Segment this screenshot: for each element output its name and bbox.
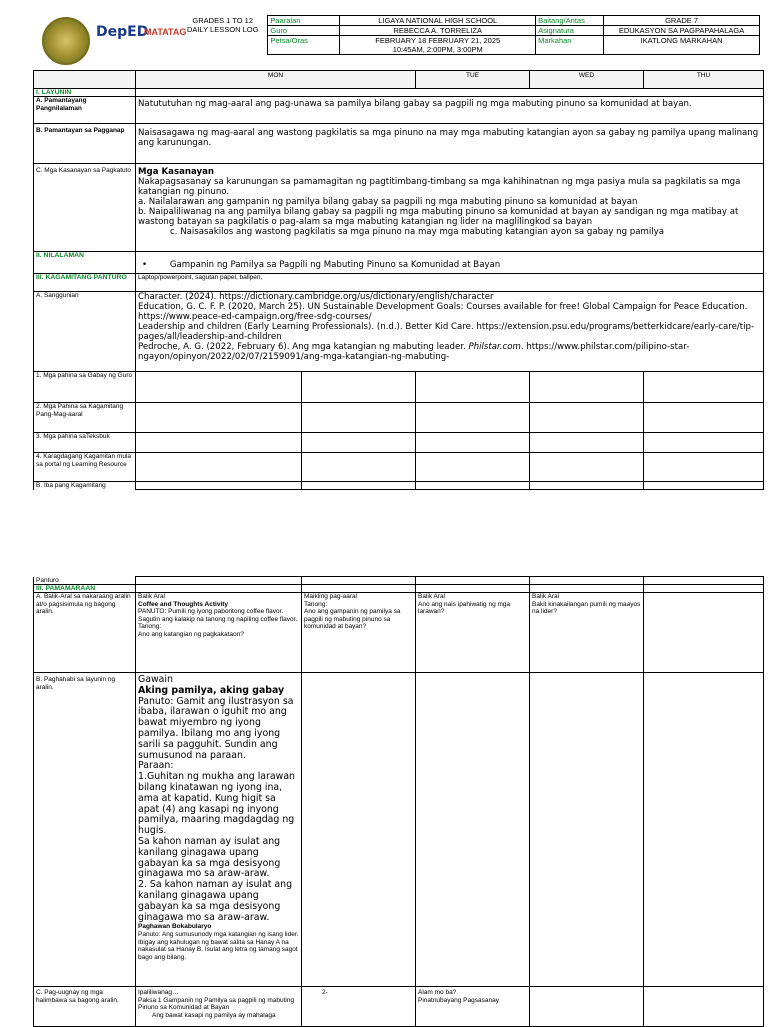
mon-a-2: Coffee and Thoughts Activity — [138, 600, 229, 608]
layunin-empty — [136, 89, 764, 97]
pag-uugnay-wed — [416, 987, 530, 1027]
mon-b-3: Panuto: Gamit ang ilustrasyon sa ibaba, ilarawan o iguhit mo ang bawat miyembro ng iyong pamilya. Ibilang mo ang iyong sarili sa pagguhit. Sundin ang sumusunod na paraan. — [138, 695, 294, 761]
date-line-2: 10:45AM, 2:00PM, 3:00PM — [392, 45, 483, 54]
date-label: Petsa/Oras — [268, 36, 340, 55]
section-pamamaraan: III. PAMAMARAAN — [34, 585, 136, 593]
kasanayan-intro: Nakapagsasanay sa karunungan sa pamamagitan ng pagtitimbang-timbang sa mga kahihinatnan ng mga pasiya mula sa pagkilatis sa mga katangian ng pinuno. — [138, 177, 741, 197]
grade-value: GRADE 7 — [604, 16, 760, 26]
quarter-value: IKATLONG MARKAHAN — [604, 36, 760, 55]
reference-4c: . https://www.philstar.com/pilipino-star-ngayon/opinyon/2022/02/07/2159091/ang-mga-katangian-ng-mabuting- — [138, 342, 690, 362]
reference-1: Character. (2024). https://dictionary.cambridge.org/us/dictionary/english/character — [138, 292, 494, 302]
day-header-wed: WED — [530, 71, 644, 89]
kasanayan-b: b. Naipaliliwanag na ang pamilya bilang gabay sa pagpili ng mga mabuting pinuno sa komunidad at bayan ay sandigan ng mga matibay at wastong batayan sa pagkilatis o pag-alam sa mga mabuting katangian ng lider na maglilingkod sa bayan — [138, 207, 739, 227]
mon-b-8: Paghawan Bokabularyo — [138, 923, 212, 931]
school-seal — [38, 15, 92, 65]
mon-b-1: Gawain — [138, 674, 173, 686]
balik-aral-mon — [136, 593, 302, 673]
tue-a-2: Tanong: — [304, 600, 328, 608]
reference-4b: Philstar.com — [468, 342, 521, 352]
matatag-logo: MATATAG — [144, 27, 187, 37]
row-label-iba-pang: B. Iba pang Kagamitang — [34, 482, 136, 490]
date-line-1: FEBRUARY 18 FEBRUARY 21, 2025 — [375, 36, 501, 45]
thu-a-1: Balik Aral — [532, 593, 560, 601]
grade-range: GRADES 1 TO 12 — [192, 15, 253, 25]
mon-b-2: Aking pamilya, aking gabay — [138, 684, 285, 696]
nilalaman-text: Gampanin ng Pamilya sa Pagpili ng Mabuting Pinuno sa Komunidad at Bayan — [169, 260, 501, 270]
day-header-mon: MON — [136, 71, 416, 89]
pagganap-text: Naisasagawa ng mag-aaral ang wastong pagkilatis sa mga pinuno na may mga mabuting katangian ayon sa gabay ng pamilya upang malinang ang karunungan. — [136, 124, 764, 164]
reference-4a: Pedroche, A. G. (2022, February 6). Ang mga katangian ng mabuting leader. — [138, 342, 469, 352]
mon-a-5: Ano ang katangian ng pagkakataon? — [138, 631, 244, 639]
balik-aral-fri — [644, 593, 764, 673]
lesson-table-continued — [33, 576, 764, 1027]
row-label-teksbuk: 3. Mga pahina saTeksbuk — [34, 433, 136, 453]
mon-a-3: PANUTO: Pumili ng iyong paboritong coffee flavor. Sagutin ang kalakip na tanong ng napiling coffee flavor. — [138, 608, 298, 623]
mon-c-3: Ang bawat kasapi ng pamilya ay mahalaga — [152, 1011, 276, 1019]
row-label-pagganap: B. Pamantayan sa Pagganap — [34, 124, 136, 164]
kagamitang-text: Laptop/powerpoint, sagutan papel, ballpen, — [136, 274, 764, 292]
row-label-balik-aral: A. Balik-Aral sa nakaraang aralin at/o pagsisimula ng bagong aralin. — [34, 593, 136, 673]
pag-uugnay-tue: 2- — [302, 987, 416, 1027]
mon-a-4: Tanong: — [138, 623, 162, 631]
kasanayan-cell — [136, 164, 764, 252]
quarter-label: Markahan — [536, 36, 604, 55]
reference-4 — [138, 342, 761, 362]
row-label-gabay-guro: 1. Mga pahina sa Gabay ng Guro — [34, 372, 136, 403]
balik-aral-tue — [302, 593, 416, 673]
row-label-paghahabi: B. Paghahabi sa layunin ng aralin. — [34, 673, 136, 987]
nilalaman-cell — [136, 252, 764, 274]
teacher-label: Guro — [268, 26, 340, 36]
sanggunian-cell — [136, 292, 764, 372]
section-layunin: I. LAYUNIN — [34, 89, 136, 97]
mon-b-6: Sa kahon naman ay isulat ang kanilang ginagawa upang gabayan ka sa mga desisyong ginagawa mo sa araw-araw. — [138, 836, 281, 880]
teacher-name: REBECCA A. TORRELIZA — [340, 26, 536, 36]
pangnilalaman-text: Natututuhan ng mag-aaral ang pag-unawa sa pamilya bilang gabay sa pagpili ng mga mabuting pinuno sa komunidad at bayan. — [136, 97, 764, 124]
mon-b-4: Paraan: — [138, 760, 174, 772]
deped-logo: DepED — [96, 24, 149, 40]
row-label-pag-uugnay: C. Pag-uugnay ng mga halimbawa sa bagong aralin. — [34, 987, 136, 1027]
section-nilalaman: II. NILALAMAN — [34, 252, 136, 274]
kasanayan-title: Mga Kasanayan — [138, 167, 215, 177]
day-header-thu: THU — [644, 71, 764, 89]
row-label-panturo: Panturo — [34, 577, 136, 585]
mon-c-2: Paksa 1 Gampanin ng Pamilya sa pagpili ng mabuting Pinuno sa Komunidad at Bayan — [138, 996, 295, 1012]
grade-range-cell — [178, 16, 268, 55]
mon-b-7: 2. Sa kahon naman ay isulat ang kanilang ginagawa upang gabayan ka sa mga desisyong ginagawa mo sa araw-araw. — [138, 879, 293, 923]
row-label-sanggunian: A. Sanggunian — [34, 292, 136, 372]
reference-3: Leadership and children (Early Learning Professionals). (n.d.). Better Kid Care. https://extension.psu.edu/programs/betterkidcare/early-care/tip-pages/all/leadership-and-children — [138, 322, 755, 342]
wed-c-2: Pinatnubayang Pagsasanay — [418, 996, 499, 1004]
mon-c-1: Ipaliliwanag… — [138, 989, 179, 997]
day-header-tue: TUE — [416, 71, 530, 89]
row-label-pang-mag-aaral: 2. Mga Pahina sa Kagamitang Pang-Mag-aaral — [34, 403, 136, 433]
tue-a-1: Maikling pag-aaral — [304, 593, 358, 601]
balik-aral-wed — [416, 593, 530, 673]
kasanayan-c: c. Naisasakilos ang wastong pagkilatis sa mga pinuno na may mga mabuting katangian ayon sa gabay ng pamilya — [170, 227, 665, 237]
mon-a-1: Balik Aral — [138, 593, 166, 601]
wed-a-2: Ano ang nais ipahiwatig ng mga larawan? — [418, 600, 511, 616]
tue-a-3: Ano ang gampanin ng pamilya sa pagpili ng mabuting pinuno sa komunidad at bayan? — [304, 608, 401, 631]
mon-b-5: 1.Guhitan ng mukha ang larawan bilang kinatawan ng iyong ina, ama at kapatid. Kung higit sa apat (4) ang kasapi ng inyong pamilya, maaring magdagdag ng hugis. — [138, 771, 296, 837]
row-label-karagdagang: 4. Karagdagang Kagamitan mula sa portal ng Learning Resource — [34, 453, 136, 482]
nilalaman-bullet: • — [142, 260, 148, 270]
subject-label: Asignatura — [536, 26, 604, 36]
log-type: DAILY LESSON LOG — [186, 24, 259, 34]
corner-cell — [34, 71, 136, 89]
thu-a-2: Bakit kinakailangan pumili ng maayos na lider? — [532, 600, 641, 616]
header-table — [178, 15, 760, 55]
date-value — [340, 36, 536, 55]
subject-value: EDUKASYON SA PAGPAPAHALAGA — [604, 26, 760, 36]
balik-aral-thu — [530, 593, 644, 673]
section-kagamitang: III. KAGAMITANG PANTURO — [34, 274, 136, 292]
grade-label: Baitang/Antas — [536, 16, 604, 26]
wed-a-1: Balik Aral — [418, 593, 446, 601]
pag-uugnay-mon — [136, 987, 302, 1027]
row-label-kasanayan: C. Mga Kasanayan sa Pagkatuto — [34, 164, 136, 252]
row-label-pangnilalaman: A. Pamantayang Pangnilalaman — [34, 97, 136, 124]
seal-icon — [42, 17, 90, 65]
wed-c-1: Alam mo ba? — [418, 989, 457, 997]
reference-2: Education, G. C. F. P. (2020, March 25). UN Sustainable Development Goals: Courses available for free! Global Campaign for Peace Education. https://www.peace-ed-campaign.org/free-sdg-courses/ — [138, 302, 748, 322]
mon-b-9: Panuto: Ang sumusunody mga katangian ng isang lider. Ibigay ang kahulugan ng bawat salita sa Hanay A na nakasulat sa Hanay B. Isulat ang letra ng tamang sagot bago ang bilang. — [138, 931, 299, 961]
kasanayan-a: a. Nailalarawan ang gampanin ng pamilya bilang gabay sa pagpili ng mga mabuting pinuno sa komunidad at bayan — [138, 197, 638, 207]
school-label: Paaralan — [268, 16, 340, 26]
lesson-table — [33, 70, 764, 490]
paghahabi-mon — [136, 673, 302, 987]
school-name: LIGAYA NATIONAL HIGH SCHOOL — [340, 16, 536, 26]
